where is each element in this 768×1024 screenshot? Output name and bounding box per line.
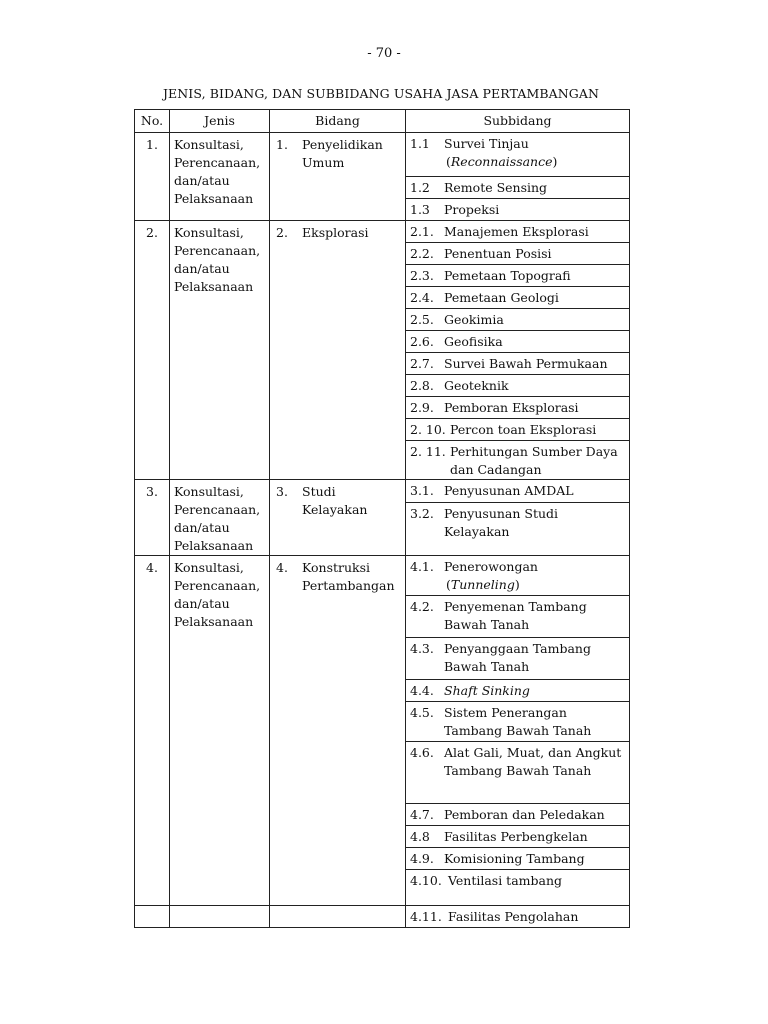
subbidang-label: Geofisika (444, 334, 503, 349)
subbidang-item (410, 397, 627, 417)
subbidang-number: 2.4. (410, 290, 434, 305)
subbidang-label: Perhitungan Sumber Daya dan Cadangan (450, 444, 618, 477)
row-number: 4. (146, 560, 158, 575)
subbidang-item (410, 702, 627, 740)
subbidang-label: Komisioning Tambang (444, 851, 585, 866)
subbidang-number: 2.9. (410, 400, 434, 415)
subbidang-cell (406, 419, 630, 441)
bidang-entry (276, 559, 403, 595)
subbidang-number: 1.1 (410, 136, 430, 151)
subbidang-label-wrap (444, 828, 627, 846)
subbidang-item (410, 680, 627, 700)
subbidang-label-wrap (444, 223, 627, 241)
subbidang-label-wrap (444, 744, 627, 780)
subbidang-cell (406, 265, 630, 287)
bidang-number: 1. (276, 137, 288, 152)
subbidang-label-wrap (450, 443, 627, 479)
bidang-number: 2. (276, 225, 288, 240)
subbidang-item (410, 243, 627, 263)
jenis-cell-continued (170, 906, 270, 928)
header-jenis: Jenis (170, 110, 270, 133)
subbidang-label-wrap (444, 505, 627, 541)
subbidang-cell (406, 596, 630, 638)
table-row (135, 133, 630, 177)
bidang-label: Penyelidikan Umum (302, 137, 383, 170)
subbidang-number: 4.10. (410, 873, 442, 888)
subbidang-label: Penentuan Posisi (444, 246, 552, 261)
subbidang-number: 2.5. (410, 312, 434, 327)
subbidang-number: 2. 11. (410, 444, 446, 459)
subbidang-item (410, 804, 627, 824)
jenis-cell (170, 480, 270, 556)
page-number: - 70 - (367, 46, 401, 61)
subbidang-label-wrap (450, 421, 627, 439)
bidang-entry (276, 136, 403, 172)
subbidang-label: Shaft Sinking (444, 683, 530, 698)
jenis-text: Konsultasi, Perencanaan, dan/atau Pelaksanaan (174, 560, 261, 629)
subbidang-label-wrap (444, 201, 627, 219)
subbidang-label-wrap (444, 311, 627, 329)
subbidang-label-wrap (444, 333, 627, 351)
subbidang-number: 2.1. (410, 224, 434, 239)
subbidang-label-wrap (444, 558, 627, 594)
subbidang-label: Ventilasi tambang (448, 873, 563, 888)
subbidang-cell (406, 375, 630, 397)
subbidang-number: 4.4. (410, 683, 434, 698)
subbidang-extra: Tunneling (450, 577, 515, 592)
subbidang-number: 2.3. (410, 268, 434, 283)
subbidang-item (410, 480, 627, 500)
table-row (135, 480, 630, 503)
subbidang-item (410, 503, 627, 541)
subbidang-number: 4.5. (410, 705, 434, 720)
subbidang-cell (406, 287, 630, 309)
subbidang-label: Propeksi (444, 202, 500, 217)
bidang-cell (270, 221, 406, 480)
subbidang-label-wrap (444, 682, 627, 700)
subbidang-label-wrap (444, 289, 627, 307)
subbidang-number: 3.2. (410, 505, 434, 521)
subbidang-item (410, 441, 627, 479)
subbidang-cell (406, 638, 630, 680)
header-bidang: Bidang (270, 110, 406, 133)
subbidang-extra-wrap: (Tunneling) (446, 577, 520, 592)
subbidang-number: 4.7. (410, 807, 434, 822)
subbidang-label: Survei Tinjau (444, 136, 529, 151)
subbidang-label-wrap (444, 267, 627, 285)
subbidang-number: 4.1. (410, 559, 434, 574)
subbidang-label-wrap (444, 482, 627, 500)
subbidang-extra-wrap: (Reconnaissance) (446, 154, 558, 169)
jenis-text: Konsultasi, Perencanaan, dan/atau Pelaksanaan (174, 484, 261, 553)
bidang-cell (270, 556, 406, 906)
subbidang-cell (406, 702, 630, 742)
bidang-cell (270, 133, 406, 221)
no-cell (135, 556, 170, 906)
subbidang-cell (406, 480, 630, 503)
subbidang-number: 2.6. (410, 334, 434, 349)
subbidang-label: Pemboran Eksplorasi (444, 400, 579, 415)
jenis-cell (170, 556, 270, 906)
subbidang-number: 1.2 (410, 180, 430, 195)
no-cell-continued (135, 906, 170, 928)
subbidang-item (410, 353, 627, 373)
subbidang-cell (406, 502, 630, 555)
subbidang-number: 4.6. (410, 745, 434, 760)
subbidang-cell (406, 353, 630, 375)
subbidang-item (410, 331, 627, 351)
subbidang-cell (406, 133, 630, 177)
subbidang-label: Sistem Penerangan Tambang Bawah Tanah (444, 705, 592, 738)
subbidang-label-wrap (444, 806, 627, 824)
subbidang-label-wrap (444, 704, 627, 740)
subbidang-label: Penyusunan AMDAL (444, 483, 574, 498)
bidang-cell-continued (270, 906, 406, 928)
no-cell (135, 133, 170, 221)
subbidang-cell (406, 556, 630, 596)
subbidang-item (410, 287, 627, 307)
subbidang-label: Manajemen Eksplorasi (444, 224, 589, 239)
bidang-label: Konstruksi Pertambangan (302, 560, 395, 593)
subbidang-item (410, 419, 627, 439)
subbidang-label: Fasilitas Pengolahan (448, 909, 579, 924)
subbidang-number: 4.2. (410, 599, 434, 614)
subbidang-number: 2. 10. (410, 422, 446, 437)
subbidang-cell (406, 331, 630, 353)
subbidang-label: Pemetaan Topografi (444, 268, 571, 283)
table-body (135, 133, 630, 928)
subbidang-number: 2.2. (410, 246, 434, 261)
subbidang-item (410, 596, 627, 634)
subbidang-label-wrap (444, 245, 627, 263)
bidang-number: 3. (276, 484, 288, 499)
subbidang-label-wrap (444, 640, 627, 676)
subbidang-label: Percon toan Eksplorasi (450, 422, 597, 437)
subbidang-cell (406, 243, 630, 265)
subbidang-number: 2.7. (410, 356, 434, 371)
subbidang-item (410, 221, 627, 241)
subbidang-label: Penerowongan (444, 559, 538, 574)
subbidang-cell (406, 742, 630, 804)
subbidang-label: Geokimia (444, 312, 504, 327)
subbidang-cell (406, 397, 630, 419)
subbidang-item (410, 375, 627, 395)
subbidang-number: 1.3 (410, 202, 430, 217)
no-cell (135, 480, 170, 556)
header-subbidang: Subbidang (406, 110, 630, 133)
subbidang-number: 3.1. (410, 483, 434, 498)
header-row (135, 110, 630, 133)
subbidang-item (410, 556, 627, 594)
document-title: JENIS, BIDANG, DAN SUBBIDANG USAHA JASA PERTAMBANGAN (162, 86, 600, 101)
row-number: 1. (146, 137, 158, 152)
subbidang-item (410, 848, 627, 868)
table-row (135, 221, 630, 243)
subbidang-label-wrap (444, 598, 627, 634)
subbidang-label-wrap (444, 850, 627, 868)
subbidang-extra: Reconnaissance (450, 154, 553, 169)
subbidang-cell (406, 848, 630, 870)
subbidang-label-wrap (444, 399, 627, 417)
subbidang-number: 4.3. (410, 641, 434, 656)
subbidang-number: 2.8. (410, 378, 434, 393)
jenis-cell (170, 221, 270, 480)
subbidang-label: Pemboran dan Peledakan (444, 807, 605, 822)
subbidang-cell (406, 826, 630, 848)
row-number: 3. (146, 484, 158, 499)
subbidang-item (410, 199, 627, 219)
subbidang-item (410, 826, 627, 846)
subbidang-label: Penyusunan Studi Kelayakan (444, 505, 559, 539)
subbidang-number: 4.8 (410, 829, 430, 844)
subbidang-cell (406, 906, 630, 928)
bidang-label: Eksplorasi (302, 225, 369, 240)
subbidang-label: Geoteknik (444, 378, 509, 393)
subbidang-item (410, 177, 627, 197)
bidang-number: 4. (276, 560, 288, 575)
subbidang-number: 4.9. (410, 851, 434, 866)
subbidang-label: Remote Sensing (444, 180, 548, 195)
subbidang-label: Fasilitas Perbengkelan (444, 829, 588, 844)
no-cell (135, 221, 170, 480)
subbidang-label: Pemetaan Geologi (444, 290, 559, 305)
subbidang-label-wrap (444, 355, 627, 373)
row-number: 2. (146, 225, 158, 240)
jenis-text: Konsultasi, Perencanaan, dan/atau Pelaksanaan (174, 225, 261, 294)
subbidang-cell (406, 199, 630, 221)
subbidang-cell (406, 680, 630, 702)
subbidang-cell (406, 177, 630, 199)
subbidang-cell (406, 804, 630, 826)
bidang-entry (276, 483, 403, 519)
subbidang-item (410, 265, 627, 285)
table-row (135, 556, 630, 596)
bidang-label: Studi Kelayakan (302, 484, 368, 517)
subbidang-number: 4.11. (410, 909, 442, 924)
jenis-cell (170, 133, 270, 221)
subbidang-label: Survei Bawah Permukaan (444, 356, 608, 371)
subbidang-label: Penyanggaan Tambang Bawah Tanah (444, 641, 591, 674)
bidang-entry (276, 224, 403, 242)
subbidang-item (410, 638, 627, 676)
subbidang-label-wrap (444, 377, 627, 395)
subbidang-label-wrap (448, 872, 627, 890)
subbidang-label: Penyemenan Tambang Bawah Tanah (444, 599, 587, 632)
subbidang-item (410, 870, 627, 890)
subbidang-item (410, 906, 627, 926)
bidang-cell (270, 480, 406, 556)
subbidang-cell (406, 870, 630, 906)
jenis-text: Konsultasi, Perencanaan, dan/atau Pelaksanaan (174, 137, 261, 206)
subbidang-item (410, 742, 627, 780)
subbidang-label-wrap (444, 179, 627, 197)
table-row (135, 906, 630, 928)
subbidang-cell (406, 309, 630, 331)
subbidang-cell (406, 221, 630, 243)
header-no: No. (135, 110, 170, 133)
business-table (134, 109, 630, 928)
subbidang-label-wrap (444, 135, 627, 171)
subbidang-item (410, 133, 627, 171)
subbidang-cell (406, 441, 630, 480)
subbidang-label: Alat Gali, Muat, dan Angkut Tambang Bawah Tanah (444, 745, 622, 778)
subbidang-item (410, 309, 627, 329)
